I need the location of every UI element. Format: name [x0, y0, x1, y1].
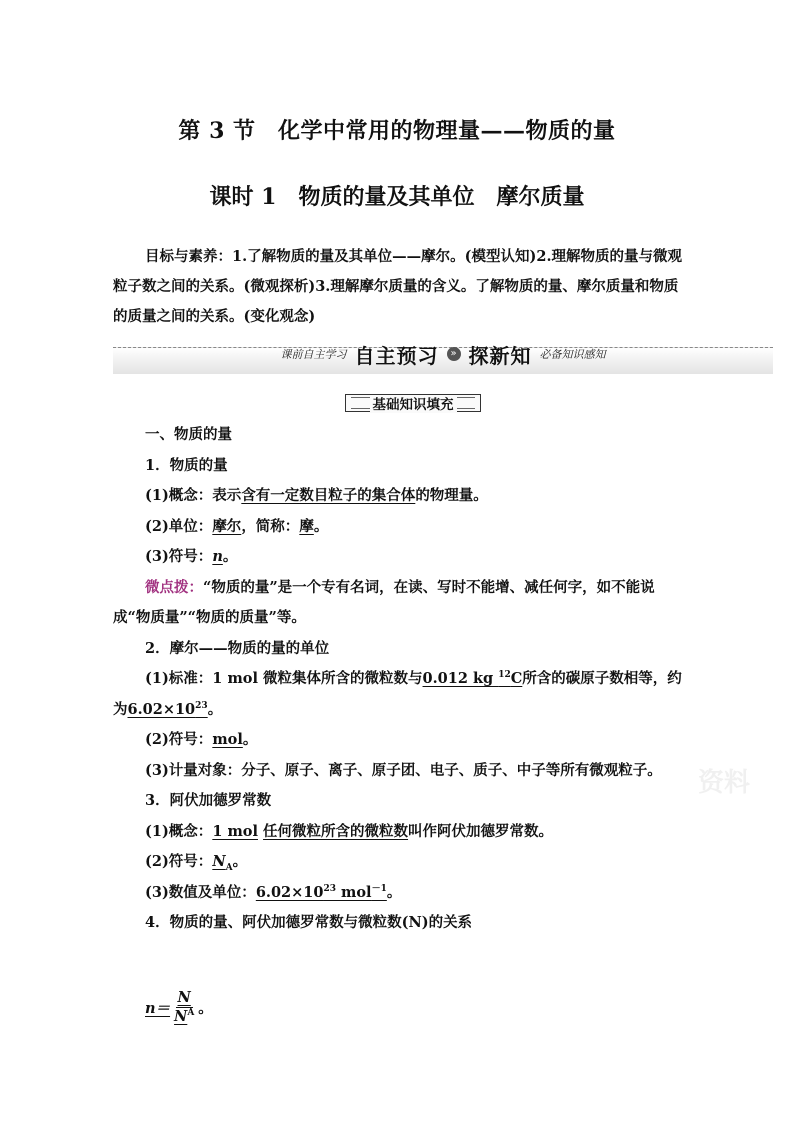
relation-formula: n＝ $\frac{N}{N^A}$ 。 [145, 988, 213, 1025]
item-scope: (3)计量对象：分子、原子、离子、原子团、电子、质子、中子等所有微观粒子。 [145, 761, 662, 779]
answer-blank: 任何微粒所含的微粒数 [263, 822, 409, 840]
item-unit: (2)单位：摩尔，简称：摩。 [145, 517, 329, 535]
answer-blank: mol [212, 731, 243, 748]
section-label-box [345, 392, 481, 412]
double-chevron-right-icon: » [447, 347, 461, 361]
answer-blank: $N_A$ [212, 853, 233, 873]
section-title: 第 3 节 化学中常用的物理量——物质的量 [178, 118, 616, 144]
answer-blank: 1 mol [212, 822, 258, 840]
banner-left-label: 课前自主学习 [280, 348, 347, 361]
learning-objectives: 目标与素养：1.了解物质的量及其单位——摩尔。(模型认知)2.理解物质的量与微观粒子数之间的关系。(微观探析)3.理解摩尔质量的含义。了解物质的量、摩尔质量和物质的质量之间的关系。(变化观念) [113, 248, 682, 325]
formula-fraction [172, 989, 196, 1026]
section-banner [113, 337, 773, 375]
formula-numerator: N [177, 988, 191, 1006]
tip-label: 微点拨： [145, 578, 203, 596]
banner-main-b: 探新知 [468, 343, 532, 368]
subheading-2: 2．摩尔——物质的量的单位 [145, 639, 330, 657]
banner-main-a: 自主预习 [354, 343, 439, 368]
formula-lhs: n＝ [145, 999, 171, 1017]
lesson-title: 课时 1 物质的量及其单位 摩尔质量 [209, 184, 585, 210]
subheading-3: 3．阿伏加德罗常数 [145, 792, 272, 809]
formula-denominator: $N^A$ [174, 1007, 195, 1025]
answer-blank: 含有一定数目粒子的集合体 [241, 487, 416, 504]
section-label: 基础知识填充 [370, 397, 457, 413]
subheading-4: 4．物质的量、阿伏加德罗常数与微粒数(N)的关系 [145, 914, 473, 931]
answer-blank: 摩 [299, 517, 314, 535]
subheading-1: 1．物质的量 [145, 456, 228, 474]
answer-blank: 0.012 kg $^{12}$C [422, 670, 523, 687]
item-avogadro-symbol: (2)符号：$N_A$。 [145, 853, 248, 873]
item-avogadro-concept: (1)概念：1 mol 任何微粒所含的微粒数叫作阿伏加德罗常数。 [145, 822, 554, 840]
answer-blank: 摩尔 [212, 517, 242, 535]
content-body [113, 420, 683, 939]
item-symbol: (3)符号：n。 [145, 548, 238, 565]
answer-blank: n [212, 548, 223, 565]
answer-blank: $6.02\times 10^{23}$ [127, 700, 208, 718]
item-symbol-mol: (2)符号：mol。 [145, 731, 258, 748]
item-standard: (1)标准：1 mol 微粒集体所含的微粒数与0.012 kg $^{12}$C所含的碳原子数相等，约为$6.02\times 10^{23}$。 [113, 670, 682, 718]
heading-1: 一、物质的量 [145, 426, 232, 443]
banner-right-label: 必备知识感知 [539, 348, 606, 361]
tip-paragraph: 微点拨：“物质的量”是一个专有名词，在读、写时不能增、减任何字，如不能说成“物质量”“物质的质量”等。 [113, 578, 655, 626]
item-avogadro-value: (3)数值及单位：$6.02\times 10^{23}$ mol$^{-1}$。 [145, 883, 402, 901]
item-concept: (1)概念：表示含有一定数目粒子的集合体的物理量。 [145, 487, 488, 504]
watermark: 资料 [698, 768, 751, 798]
answer-blank: $6.02\times 10^{23}$ mol$^{-1}$ [255, 883, 387, 901]
